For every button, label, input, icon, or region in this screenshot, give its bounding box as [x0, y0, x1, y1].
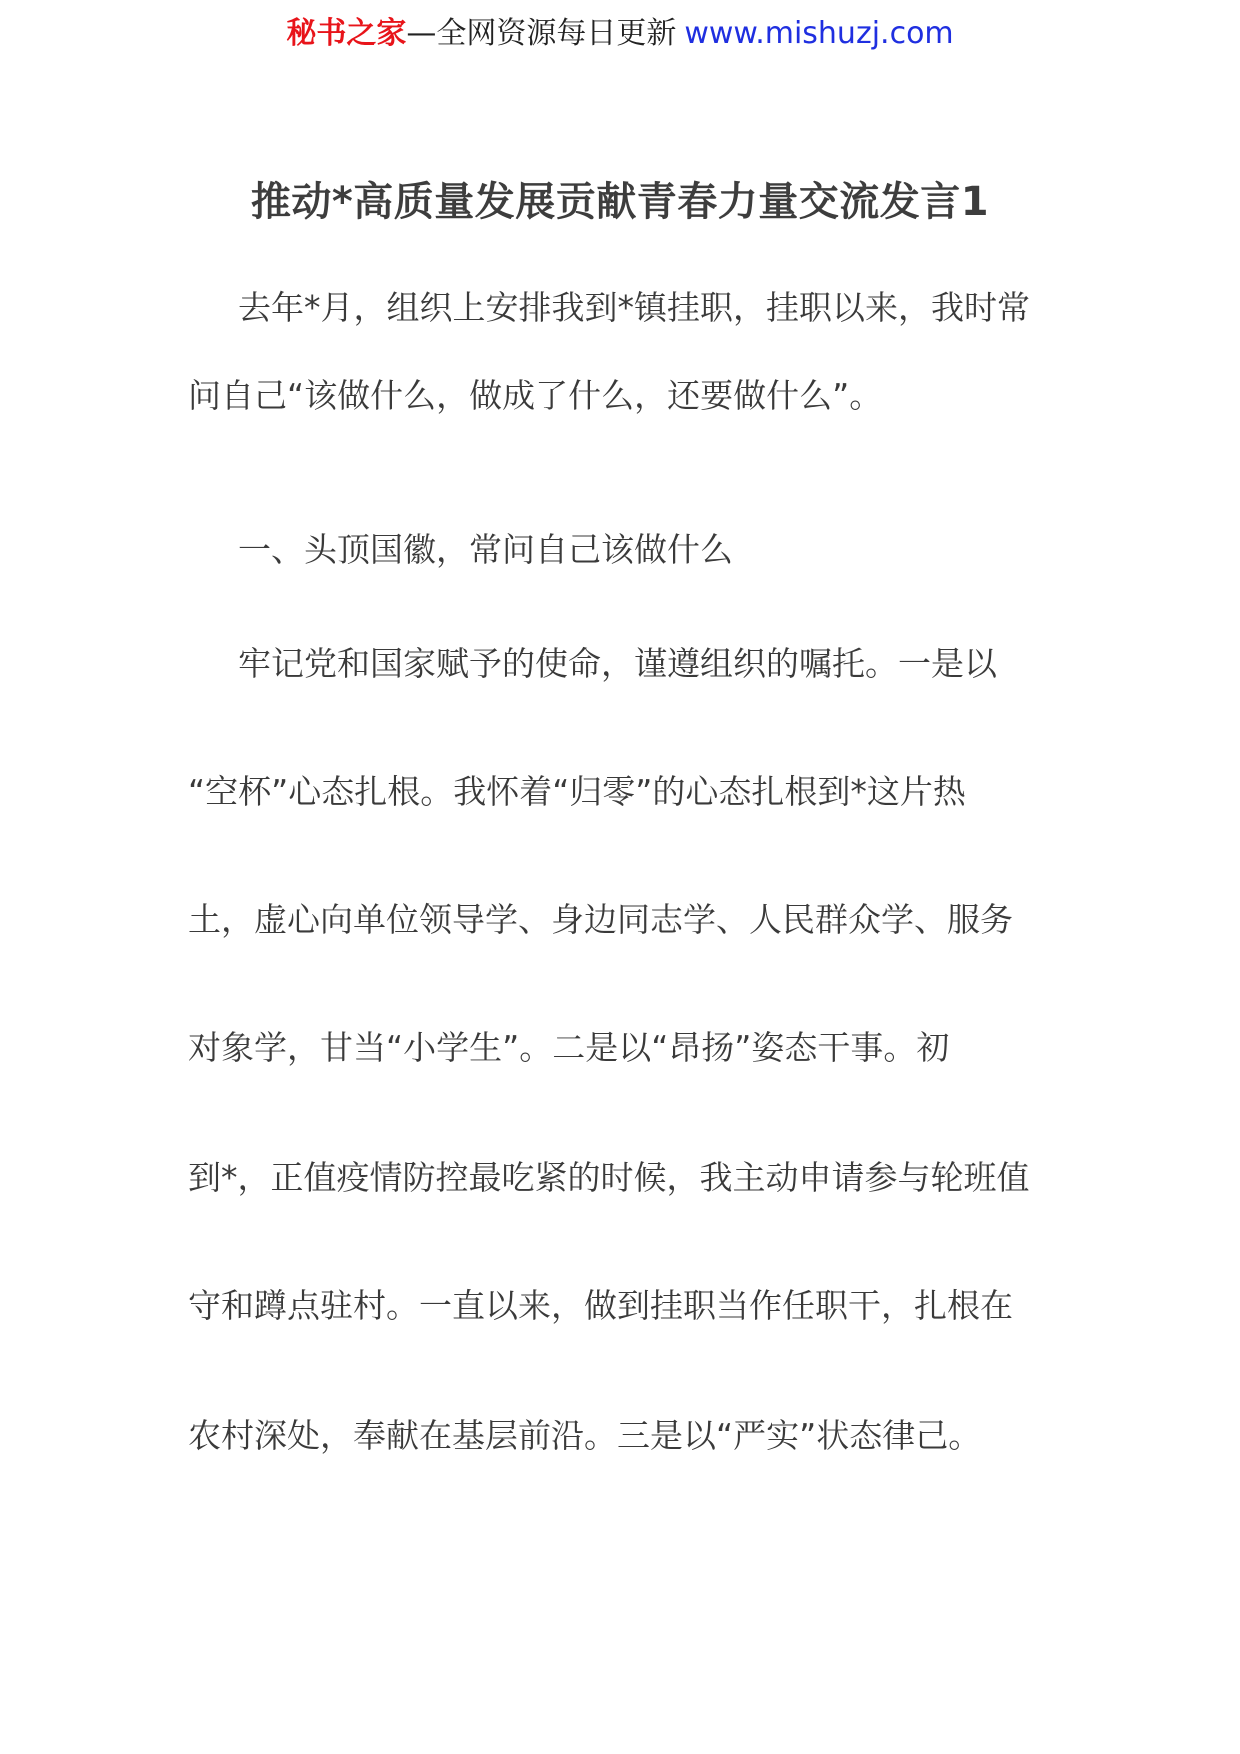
paragraph-line: 对象学，甘当“小学生”。二是以“昂扬”姿态干事。初	[188, 1028, 950, 1067]
paragraph-line: 牢记党和国家赋予的使命，谨遵组织的嘱托。一是以	[238, 644, 997, 683]
site-brand: 秘书之家	[286, 16, 407, 51]
paragraph-line: 到*，正值疫情防控最吃紧的时候，我主动申请参与轮班值	[188, 1158, 1030, 1197]
paragraph-line: 问自己“该做什么，做成了什么，还要做什么”。	[188, 376, 883, 415]
site-url-link[interactable]: www.mishuzj.com	[684, 16, 954, 51]
document-title: 推动*高质量发展贡献青春力量交流发言1	[250, 179, 990, 225]
paragraph-line: 农村深处，奉献在基层前沿。三是以“严实”状态律己。	[188, 1416, 982, 1455]
section-heading: 一、头顶国徽，常问自己该做什么	[238, 530, 733, 569]
site-header	[0, 14, 1240, 54]
paragraph-line: “空杯”心态扎根。我怀着“归零”的心态扎根到*这片热	[188, 772, 966, 811]
site-tagline: —全网资源每日更新	[406, 16, 677, 51]
paragraph-line: 守和蹲点驻村。一直以来，做到挂职当作任职干，扎根在	[188, 1286, 1013, 1325]
paragraph-line: 去年*月，组织上安排我到*镇挂职，挂职以来，我时常	[238, 288, 1030, 327]
paragraph-line: 土，虚心向单位领导学、身边同志学、人民群众学、服务	[188, 900, 1013, 939]
